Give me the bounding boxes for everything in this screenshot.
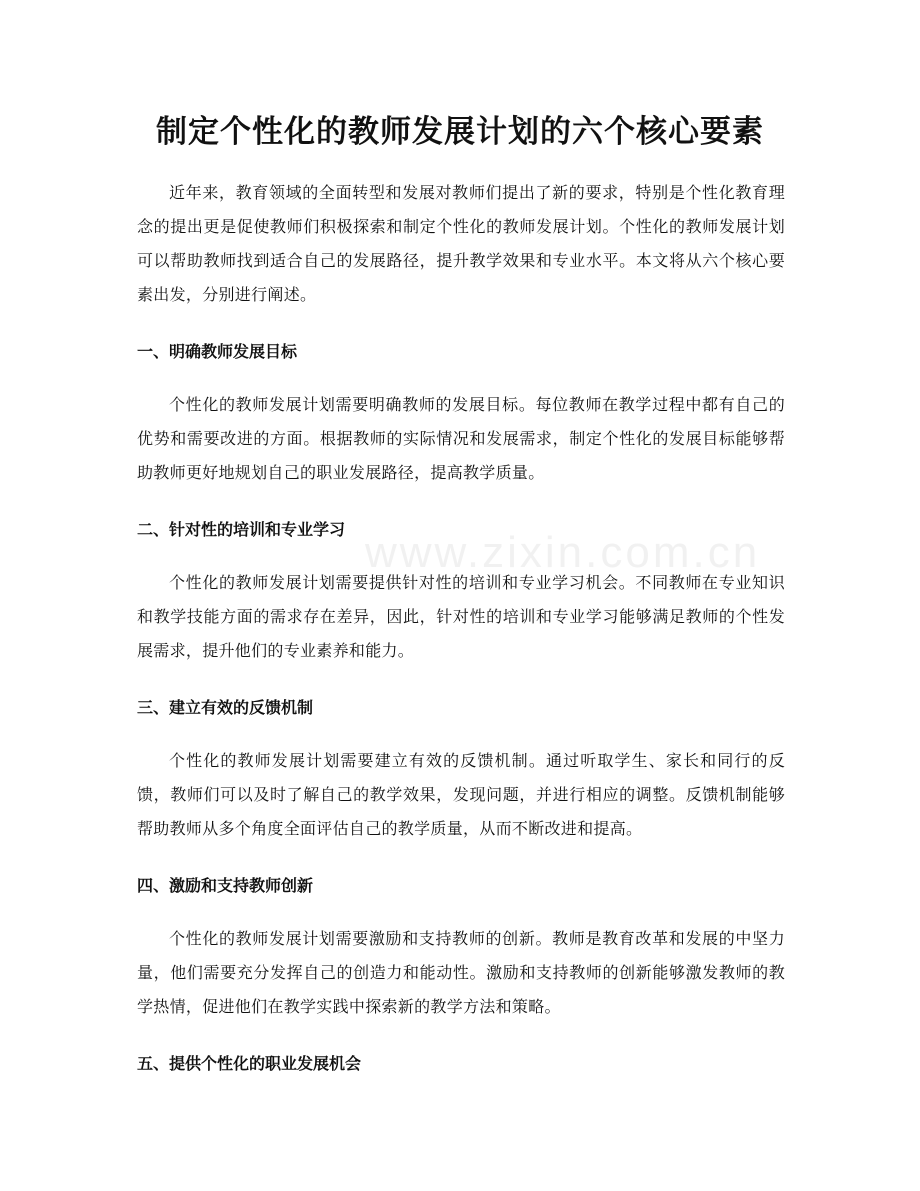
section-heading-3: 三、建立有效的反馈机制 bbox=[137, 698, 314, 717]
page-title: 制定个性化的教师发展计划的六个核心要素 bbox=[156, 114, 764, 150]
intro-paragraph: 近年来，教育领域的全面转型和发展对教师们提出了新的要求，特别是个性化教育理念的提出更是促使教师们积极探索和制定个性化的教师发展计划。个性化的教师发展计划可以帮助教师找到适合自己的发展路径，提升教学效果和专业水平。本文将从六个核心要素出发，分别进行阐述。 bbox=[137, 183, 785, 304]
section-body-1: 个性化的教师发展计划需要明确教师的发展目标。每位教师在教学过程中都有自己的优势和需要改进的方面。根据教师的实际情况和发展需求，制定个性化的发展目标能够帮助教师更好地规划自己的职业发展路径，提高教学质量。 bbox=[137, 395, 785, 482]
section-heading-1: 一、明确教师发展目标 bbox=[137, 342, 298, 361]
section-heading-2: 二、针对性的培训和专业学习 bbox=[137, 520, 346, 539]
section-heading-5: 五、提供个性化的职业发展机会 bbox=[137, 1054, 362, 1073]
section-body-3: 个性化的教师发展计划需要建立有效的反馈机制。通过听取学生、家长和同行的反馈，教师们可以及时了解自己的教学效果，发现问题，并进行相应的调整。反馈机制能够帮助教师从多个角度全面评估自己的教学质量，从而不断改进和提高。 bbox=[137, 751, 785, 838]
section-heading-4: 四、激励和支持教师创新 bbox=[137, 876, 314, 895]
document-content bbox=[137, 176, 785, 1100]
section-body-2: 个性化的教师发展计划需要提供针对性的培训和专业学习机会。不同教师在专业知识和教学技能方面的需求存在差异，因此，针对性的培训和专业学习能够满足教师的个性发展需求，提升他们的专业素养和能力。 bbox=[137, 573, 785, 660]
watermark: www.zixin.com.cn bbox=[365, 528, 761, 577]
section-body-4: 个性化的教师发展计划需要激励和支持教师的创新。教师是教育改革和发展的中坚力量，他们需要充分发挥自己的创造力和能动性。激励和支持教师的创新能够激发教师的教学热情，促进他们在教学实践中探索新的教学方法和策略。 bbox=[137, 929, 785, 1016]
